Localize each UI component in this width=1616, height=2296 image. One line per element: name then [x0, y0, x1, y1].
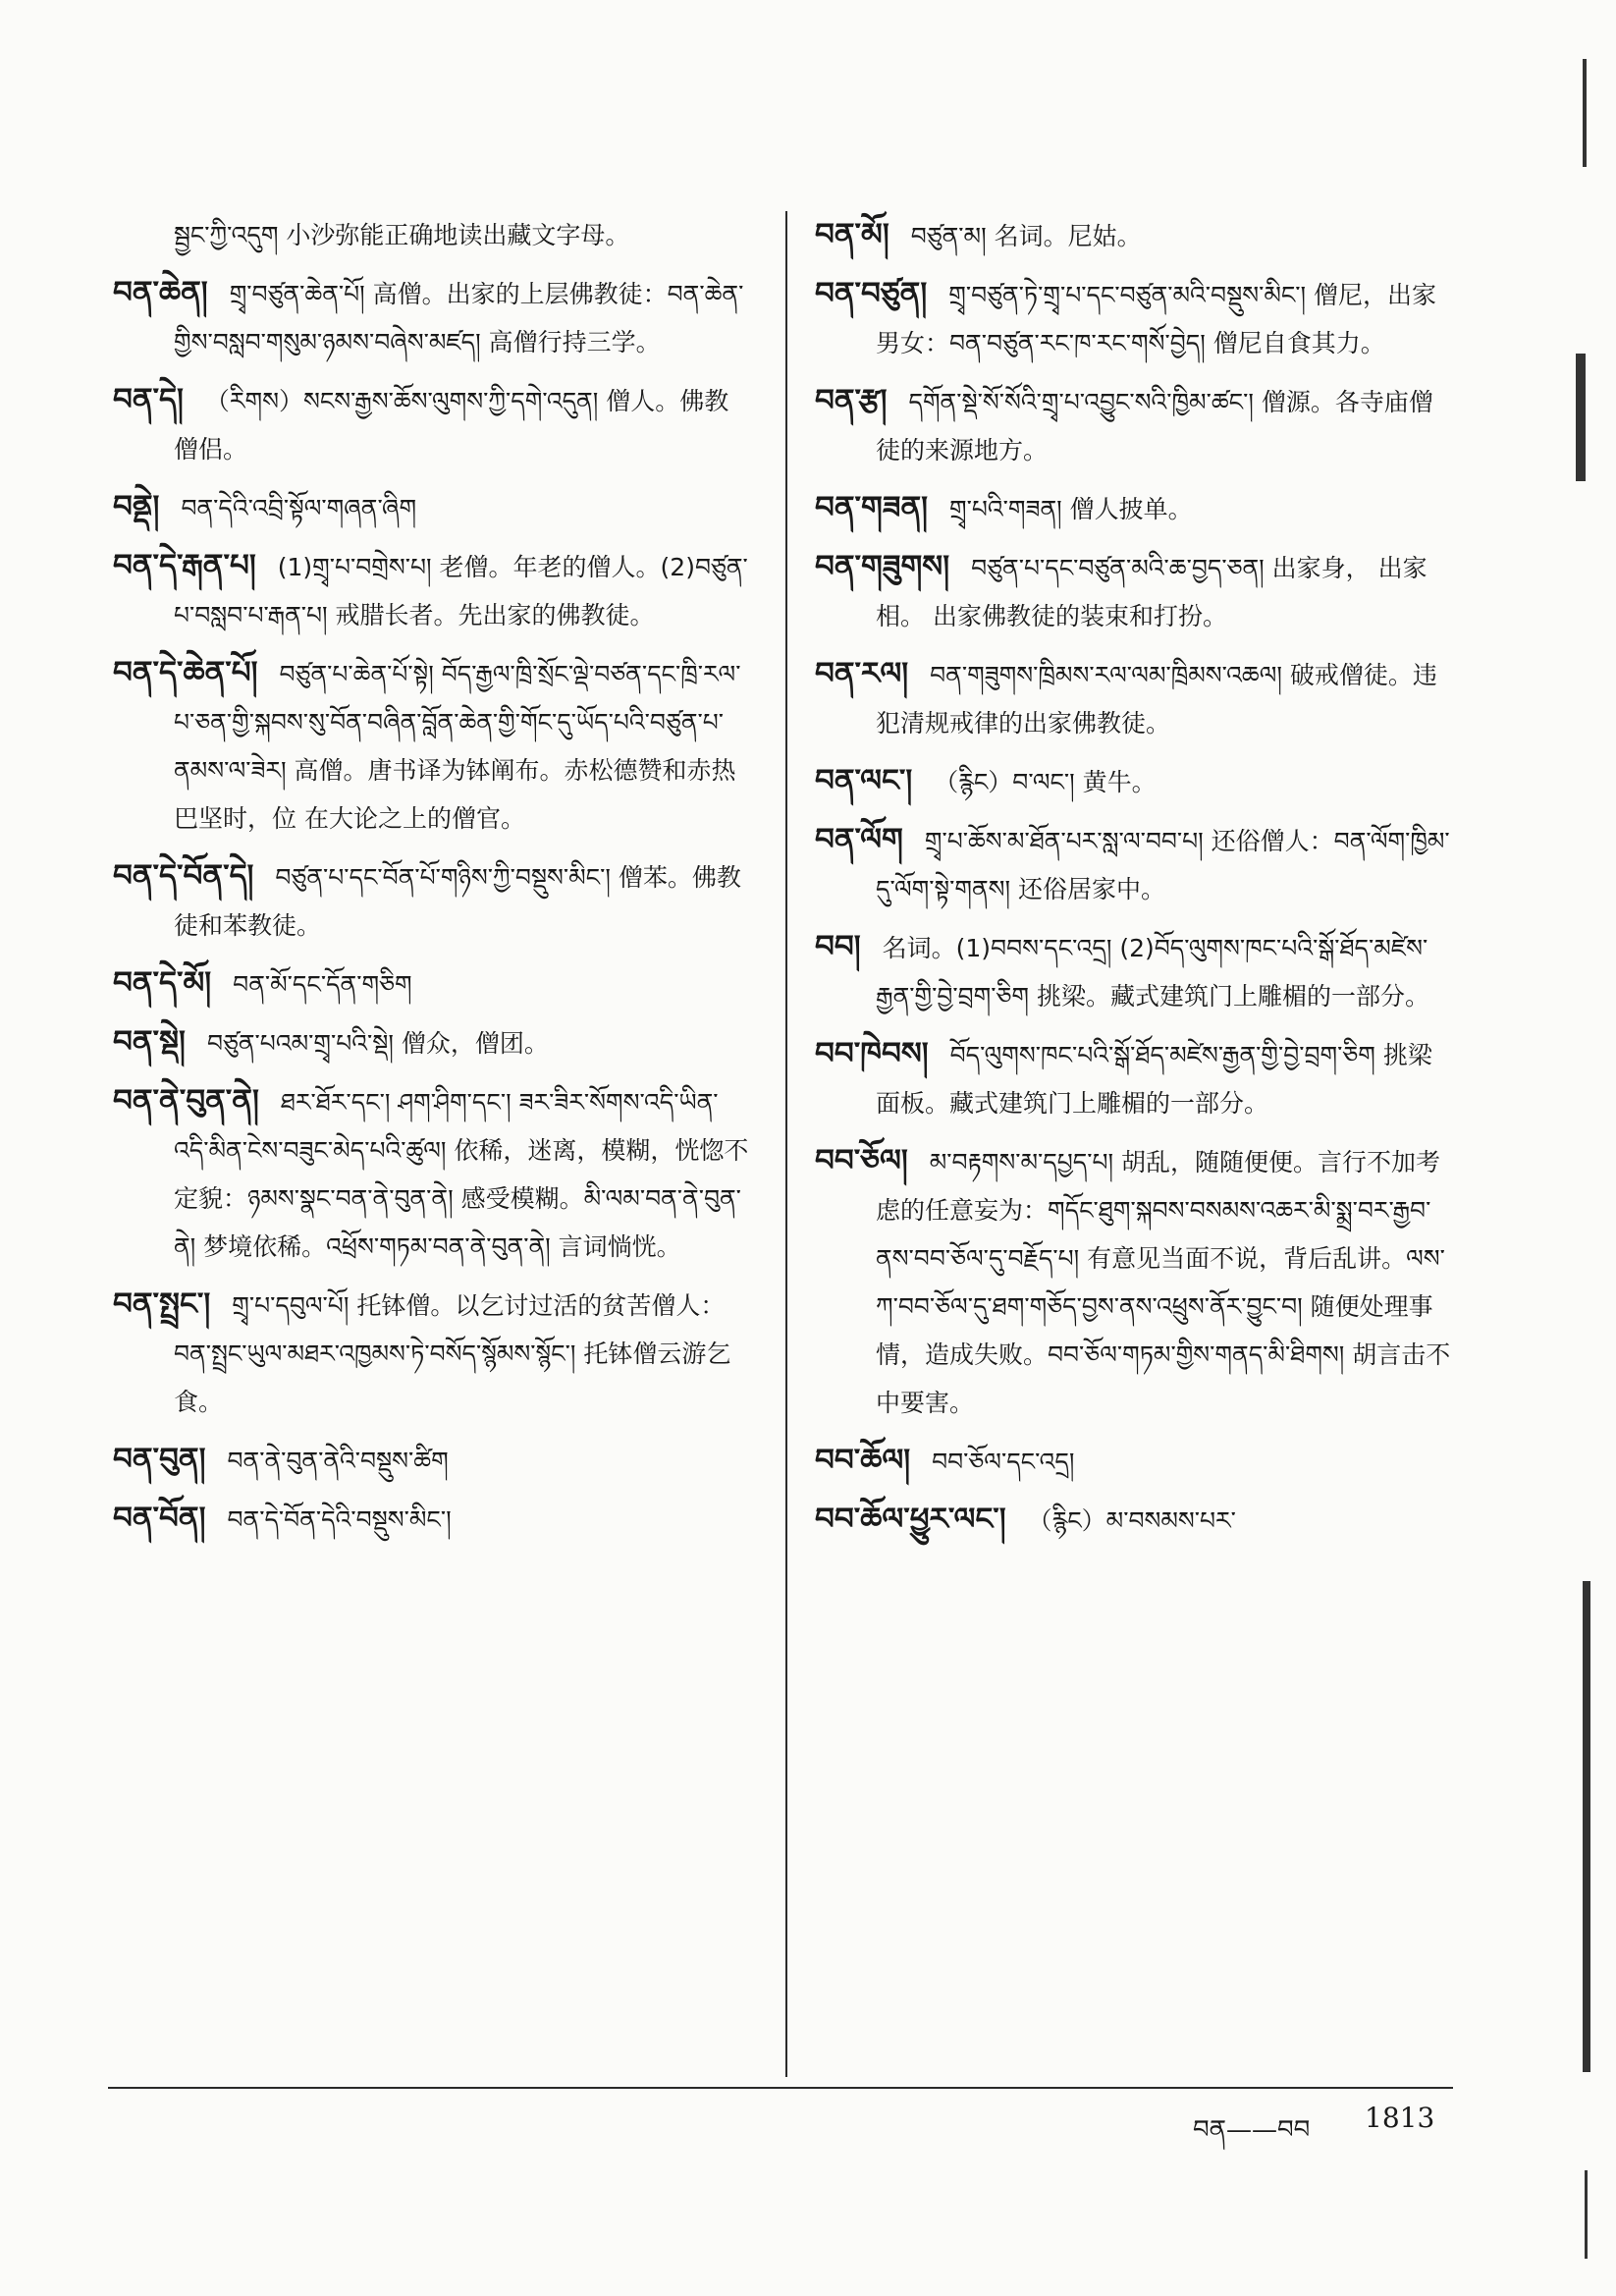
dictionary-entry	[113, 959, 751, 1009]
entry-definition: བན་དེའི་འབྲི་སྟོལ་གཞན་ཞིག	[181, 494, 417, 522]
entry-definition: བཙུན་པ་དང་བོན་པོ་གཉིས་ཀྱི་བསྡུས་མིང་། 僧苯。佛教徒和苯教徒。	[174, 863, 741, 940]
entry-definition: གྲྭ་པའི་གཟན། 僧人披单。	[949, 495, 1193, 523]
scan-edge-mark	[1583, 1581, 1590, 2072]
entry-definition: གྲྭ་པ་ཆོས་མ་ཐོན་པར་སླ་ལ་བབ་པ། 还俗僧人：བན་ལོག་ཁྱིམ་དུ་ལོག་སྟེ་གནས། 还俗居家中。	[876, 827, 1450, 903]
dictionary-entry	[113, 649, 751, 843]
guide-words: བན——བབ	[1193, 2115, 1311, 2145]
dictionary-entry	[815, 270, 1453, 367]
entry-definition: དགོན་སྡེ་སོ་སོའི་གྲྭ་པ་འབྱུང་སའི་ཁྱིམ་ཚང་། 僧源。各寺庙僧徒的来源地方。	[876, 388, 1433, 465]
dictionary-entry	[113, 1077, 751, 1271]
entry-headword: བན་དེ།	[113, 382, 184, 417]
dictionary-entry	[815, 1137, 1453, 1427]
dictionary-entry	[815, 484, 1453, 533]
dictionary-entry	[815, 650, 1453, 747]
entry-definition: （རྙིང）མ་བསམས་པར་	[1027, 1506, 1236, 1535]
entry-definition: བན་དེ་བོན་དེའི་བསྡུས་མིང་།	[227, 1505, 452, 1534]
entry-headword: བན་ལོག	[815, 822, 903, 857]
entry-definition: བན་ནེ་བུན་ནེའི་བསྡུས་ཚིག	[227, 1447, 449, 1475]
dictionary-entry	[815, 1437, 1453, 1486]
entry-definition: （རྙིང）བ་ལང་། 黄牛。	[934, 768, 1157, 796]
entry-headword: བན་སྤྲང་།	[113, 1286, 211, 1322]
entry-headword: བབ་ཅོལ།	[815, 1143, 908, 1178]
entry-headword: བན་བོན།	[113, 1501, 206, 1536]
scan-edge-mark	[1585, 2170, 1588, 2259]
entry-headword: བན་དེ་བོན་དེ།	[113, 858, 254, 894]
entry-definition: བཙུན་མ། 名词。尼姑。	[910, 222, 1142, 250]
entry-headword: བན་སྡེ།	[113, 1024, 186, 1060]
entry-definition: (1)གྲྭ་པ་བགྲེས་པ། 老僧。年老的僧人。(2)བཙུན་པ་བསླབ་པ་རྒན་པ། 戒腊长者。先出家的佛教徒。	[174, 553, 748, 629]
entry-definition: བན་གཟུགས་ཁྲིམས་རལ་ལམ་ཁྲིམས་འཆལ། 破戒僧徒。违犯清规戒律的出家佛教徒。	[876, 661, 1437, 738]
entry-definition: གྲྭ་པ་དབུལ་པོ། 托钵僧。以乞讨过活的贫苦僧人：བན་སྤྲང་ཡུལ་མཐར་འཁྱམས་ཏེ་བསོད་སྙོམས་སྙོང་། 托钵僧云游乞食。	[174, 1291, 731, 1416]
dictionary-entry	[113, 376, 751, 473]
entry-definition: མ་བརྟགས་མ་དཔྱད་པ། 胡乱，随随便便。言行不加考虑的任意妄为：གདོང་ཐུག་སྐབས་བསམས་འཆར་མི་སྨྲ་བར་རྒྱབ་ནས་བབ་ཅོལ་དུ་བརྗོད་པ། 有意见当面不说，背后乱讲。ལས་ཀ་བབ་ཅོལ་དུ་ཐག་གཅོད་བྱས་ནས་འཕྲུས་ནོར་བྱུང་བ། 随便处理事情，造成失败。བབ་ཅོལ་གཏམ་གྱིས་གནད་མི་ཐིགས། 胡言击不中要害。	[876, 1148, 1451, 1417]
entry-headword: བན་བཙུན།	[815, 276, 928, 311]
entry-headword: བན་གཟན།	[815, 490, 929, 525]
dictionary-entry	[113, 1281, 751, 1426]
entry-headword: བན་གཟུགས།	[815, 549, 950, 584]
dictionary-entry	[815, 816, 1453, 913]
column-divider	[785, 211, 787, 2077]
left-column	[113, 211, 751, 1554]
dictionary-entry	[815, 923, 1453, 1020]
entry-definition: （རིགས）སངས་རྒྱས་ཆོས་ལུགས་ཀྱི་དགེ་འདུན། 僧人。佛教僧侣。	[174, 387, 729, 464]
entry-headword: བན་བུན།	[113, 1442, 206, 1477]
entry-definition: སྦྱང་ཀྱི་འདུག 小沙弥能正确地读出藏文字母。	[174, 221, 630, 249]
entry-definition: 名词。(1)བབས་དང་འདྲ། (2)བོད་ལུགས་ཁང་པའི་སྒོ་ཐོད་མཛེས་རྒྱན་གྱི་བྱེ་བྲག་ཅིག 挑梁。藏式建筑门上雕楣的一部分。	[876, 934, 1429, 1011]
entry-headword: བན་ཆེན།	[113, 275, 208, 310]
entry-headword: བན་དེ་ཆེན་པོ།	[113, 655, 258, 690]
page-number: 1813	[1365, 2102, 1435, 2134]
entry-headword: བབ།	[815, 929, 861, 964]
entry-headword: བན་དེ་རྒན་པ།	[113, 548, 256, 583]
right-column	[815, 211, 1453, 1555]
entry-definition: གྲྭ་བཙུན་ཆེན་པོ། 高僧。出家的上层佛教徒：བན་ཆེན་གྱིས་བསླབ་གསུམ་ཉམས་བཞེས་མཛད། 高僧行持三学。	[174, 280, 744, 356]
dictionary-entry	[113, 1495, 751, 1544]
entry-headword: བབ་ཆོལ།	[815, 1443, 911, 1478]
entry-headword: བན་མོ།	[815, 217, 889, 252]
entry-headword: བན་དེ་མོ།	[113, 965, 212, 1001]
dictionary-entry	[815, 757, 1453, 806]
dictionary-entry	[113, 483, 751, 532]
entry-headword: བབ་ཁེབས།	[815, 1036, 929, 1071]
dictionary-entry	[815, 1030, 1453, 1127]
dictionary-entry	[113, 1436, 751, 1485]
dictionary-entry	[113, 852, 751, 950]
dictionary-entry	[113, 211, 751, 259]
entry-headword: བནྡེ།	[113, 489, 160, 524]
dictionary-entry	[113, 1018, 751, 1067]
entry-definition: བཙུན་པ་དང་བཙུན་མའི་ཆ་བྱད་ཅན། 出家身， 出家相。 出家佛教徒的装束和打扮。	[876, 554, 1427, 630]
entry-definition: གྲྭ་བཙུན་ཏེ་གྲྭ་པ་དང་བཙུན་མའི་བསྡུས་མིང་། 僧尼，出家男女：བན་བཙུན་རང་ཁ་རང་གསོ་བྱེད། 僧尼自食其力。	[876, 281, 1437, 357]
entry-definition: བཙུན་པ་ཆེན་པོ་སྟེ། བོད་རྒྱལ་ཁྲི་སྲོང་ལྡེ་བཙན་དང་ཁྲི་རལ་པ་ཅན་གྱི་སྐབས་སུ་བོན་བཞིན་བློན་ཆེན་གྱི་གོང་དུ་ཡོད་པའི་བཙུན་པ་ནམས་ལ་ཟེར། 高僧。唐书译为钵阐布。赤松德赞和赤热巴坚时，位 在大论之上的僧官。	[174, 660, 741, 833]
scan-edge-mark	[1583, 59, 1587, 167]
entry-definition: ཐར་ཐོར་དང་། ཤག་ཤིག་དང་། ཟར་ཟིར་སོགས་འདི་ཡིན་འདི་མིན་ངེས་བཟུང་མེད་པའི་ཚུལ། 依稀，迷离，模糊，恍惚不定貌：ཉམས་སྣང་བན་ནེ་བུན་ནེ། 感受模糊。མི་ལམ་བན་ནེ་བུན་ནེ། 梦境依稀。འཕྲོས་གཏམ་བན་ནེ་བུན་ནེ། 言词惝恍。	[174, 1088, 749, 1261]
dictionary-entry	[815, 543, 1453, 640]
dictionary-entry	[113, 542, 751, 639]
dictionary-entry	[815, 211, 1453, 260]
entry-headword: བན་ནེ་བུན་ནེ།	[113, 1083, 259, 1119]
entry-headword: བན་རྩ།	[815, 383, 888, 418]
entry-headword: བན་རལ།	[815, 656, 909, 691]
entry-headword: བབ་ཆོལ་ཕྱུར་ལང་།	[815, 1502, 1006, 1537]
entry-definition: བན་མོ་དང་དོན་གཅིག	[233, 970, 412, 999]
entry-definition: བབ་ཅོལ་དང་འདྲ།	[932, 1448, 1075, 1476]
dictionary-entry	[815, 1496, 1453, 1545]
entry-headword: བན་ལང་།	[815, 763, 913, 798]
footer-rule	[108, 2087, 1453, 2089]
entry-definition: བཙུན་པའམ་གྲྭ་པའི་སྡེ། 僧众，僧团。	[206, 1029, 549, 1058]
scan-edge-mark	[1576, 354, 1586, 481]
dictionary-entry	[113, 269, 751, 366]
entry-definition: བོད་ལུགས་ཁང་པའི་སྒོ་ཐོད་མཛེས་རྒྱན་གྱི་བྱེ་བྲག་ཅིག 挑梁面板。藏式建筑门上雕楣的一部分。	[876, 1041, 1432, 1118]
dictionary-entry	[815, 377, 1453, 474]
